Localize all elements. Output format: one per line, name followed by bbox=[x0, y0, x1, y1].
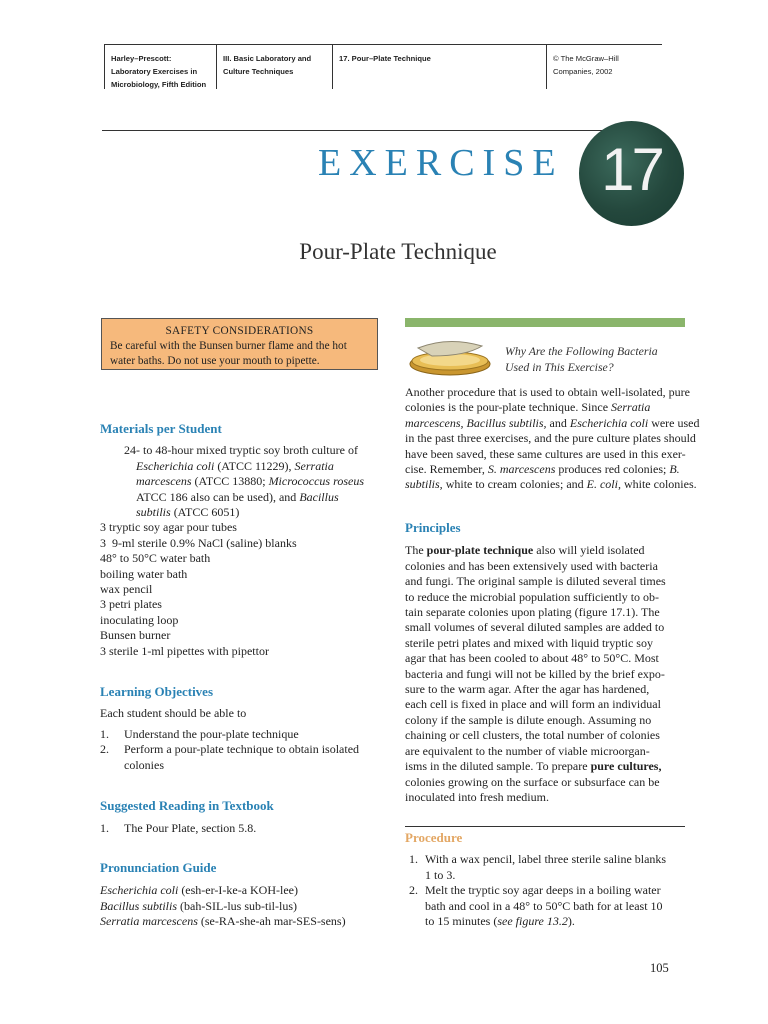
materials-item: boiling water bath bbox=[100, 566, 188, 581]
text-line: and fungi. The original sample is diluted several times bbox=[405, 574, 666, 589]
species-name: subtilis bbox=[136, 505, 171, 520]
text: colonies is the pour-plate technique. Since bbox=[405, 400, 612, 415]
text: ). bbox=[567, 914, 575, 929]
text-line: tain separate colonies upon plating (figure 17.1). The bbox=[405, 605, 660, 620]
text-line: Perform a pour-plate technique to obtain isolated bbox=[124, 742, 360, 757]
species-name: E. coli, bbox=[586, 477, 621, 492]
text-line: colony if the sample is dilute enough. Assuming no bbox=[405, 712, 652, 727]
list-number: 1. bbox=[409, 852, 418, 867]
pronunciation-item bbox=[100, 883, 390, 898]
text-line: colonies bbox=[124, 757, 164, 772]
exercise-label: EXERCISE bbox=[318, 142, 564, 184]
text: (ATCC 6051) bbox=[170, 505, 240, 520]
pronunciation-item bbox=[100, 899, 390, 914]
materials-section bbox=[100, 421, 390, 659]
header-book-title bbox=[104, 45, 216, 89]
text-line bbox=[405, 415, 700, 431]
header-text: 17. Pour–Plate Technique bbox=[339, 54, 431, 63]
text: (se-RA-she-ah mar-SES-sens) bbox=[197, 914, 346, 929]
text-line bbox=[405, 759, 685, 774]
text-line: are equivalent to the number of viable microorgan- bbox=[405, 743, 650, 758]
principles-section bbox=[405, 520, 685, 805]
text: The bbox=[405, 543, 427, 558]
materials-list bbox=[100, 520, 390, 659]
text-line bbox=[136, 490, 390, 505]
species-name: Escherichia coli bbox=[100, 883, 179, 898]
text-line: colonies growing on the surface or subsurface can be bbox=[405, 774, 660, 789]
materials-item: 3 9-ml sterile 0.9% NaCl (saline) blanks bbox=[100, 535, 297, 550]
text-line: Another procedure that is used to obtain well-isolated, pure bbox=[405, 385, 690, 399]
safety-box bbox=[101, 318, 378, 370]
pronunciation-section bbox=[100, 860, 390, 930]
text-line bbox=[136, 459, 390, 474]
header-chapter bbox=[332, 45, 546, 89]
text: ATCC 186 also can be used), and bbox=[136, 489, 300, 504]
objectives-intro: Each student should be able to bbox=[100, 706, 247, 721]
procedure-rule bbox=[405, 826, 685, 827]
page-number: 105 bbox=[650, 961, 669, 975]
text-line bbox=[136, 505, 390, 520]
header-copyright bbox=[546, 45, 662, 89]
header-text: Microbiology, Fifth Edition bbox=[111, 80, 207, 89]
procedure-step bbox=[405, 852, 685, 883]
text-line bbox=[405, 477, 697, 492]
objective-item bbox=[100, 742, 390, 773]
key-term: pure cultures, bbox=[590, 759, 662, 774]
text: and bbox=[546, 415, 570, 430]
header-text: © The McGraw–Hill bbox=[553, 54, 619, 63]
list-number: 2. bbox=[409, 883, 418, 898]
text-line: Melt the tryptic soy agar deeps in a boiling water bbox=[425, 883, 661, 898]
species-name: Escherichia coli bbox=[569, 415, 649, 430]
text-line bbox=[405, 462, 685, 477]
procedure-step bbox=[405, 883, 685, 929]
materials-heading: Materials per Student bbox=[100, 421, 222, 436]
reading-section bbox=[100, 798, 390, 837]
species-name: Serratia bbox=[294, 458, 334, 473]
safety-title: SAFETY CONSIDERATIONS bbox=[165, 325, 314, 337]
reading-heading: Suggested Reading in Textbook bbox=[100, 798, 274, 813]
species-name: subtilis, bbox=[405, 477, 443, 492]
text-line: With a wax pencil, label three sterile saline blanks bbox=[425, 852, 667, 867]
procedure-section bbox=[405, 830, 685, 929]
list-number: 1. bbox=[100, 821, 109, 836]
text-line: to reduce the microbial population sufficiently to ob- bbox=[405, 589, 660, 604]
principles-heading: Principles bbox=[405, 520, 461, 535]
text: white colonies. bbox=[620, 477, 697, 492]
text-line: agar that has been cooled to about 48° to 50°C. Most bbox=[405, 651, 659, 666]
text-line: chaining or cell clusters, the total number of colonies bbox=[405, 728, 660, 743]
header-text: Harley–Prescott: bbox=[111, 54, 172, 63]
page-title: Pour-Plate Technique bbox=[299, 239, 497, 264]
text-line bbox=[405, 400, 685, 415]
materials-item: Bunsen burner bbox=[100, 628, 171, 643]
materials-item: 3 tryptic soy agar pour tubes bbox=[100, 520, 237, 535]
materials-item: inoculating loop bbox=[100, 612, 179, 627]
list-number: 2. bbox=[100, 742, 109, 757]
materials-item: 3 sterile 1-ml pipettes with pipettor bbox=[100, 643, 269, 658]
safety-text: water baths. Do not use your mouth to pipette. bbox=[110, 355, 320, 367]
text-line: Why Are the Following Bacteria bbox=[505, 344, 658, 358]
text-line: small volumes of several diluted samples are added to bbox=[405, 620, 665, 635]
why-text bbox=[405, 385, 700, 493]
species-name: B. bbox=[669, 462, 680, 477]
materials-item-cont bbox=[100, 459, 390, 521]
materials-item: wax pencil bbox=[100, 582, 153, 597]
text-line: 24- to 48-hour mixed tryptic soy broth culture of bbox=[124, 443, 358, 458]
text-line: inoculated into fresh medium. bbox=[405, 789, 549, 804]
figure-reference: see figure 13.2 bbox=[497, 914, 568, 929]
objectives-heading: Learning Objectives bbox=[100, 684, 214, 699]
list-number: 1. bbox=[100, 726, 109, 741]
text: (ATCC 11229), bbox=[214, 458, 295, 473]
title-rule bbox=[102, 130, 622, 131]
header-section bbox=[216, 45, 332, 89]
text: (bah-SIL-lus sub-til-lus) bbox=[177, 898, 297, 913]
species-name: marcescens bbox=[136, 474, 192, 489]
text-line: Understand the pour-plate technique bbox=[124, 726, 299, 741]
text: to 15 minutes ( bbox=[425, 914, 498, 929]
exercise-number: 17 bbox=[601, 136, 662, 203]
text-line: in the past three exercises, and the pure culture plates should bbox=[405, 431, 696, 446]
text-line: colonies and has been extensively used with bacteria bbox=[405, 558, 658, 573]
header-text: Companies, 2002 bbox=[553, 67, 613, 76]
procedure-heading: Procedure bbox=[405, 830, 463, 845]
objectives-section bbox=[100, 684, 390, 773]
text: (ATCC 13880; bbox=[191, 474, 269, 489]
species-name: Bacillus subtilis bbox=[100, 898, 178, 913]
species-name: Serratia marcescens bbox=[100, 914, 198, 929]
why-section-bar bbox=[405, 318, 685, 327]
text-line: Used in This Exercise? bbox=[505, 360, 614, 374]
text-line: each cell is fixed in place and will form an individual bbox=[405, 697, 661, 712]
petri-dish-icon bbox=[404, 334, 494, 380]
text-line: bath and cool in a 48° to 50°C bath for at least 10 bbox=[425, 898, 663, 913]
species-name: Serratia bbox=[611, 400, 651, 415]
text: produces red colonies; bbox=[555, 462, 670, 477]
pronunciation-item bbox=[100, 914, 390, 929]
running-header bbox=[104, 44, 662, 95]
pronunciation-heading: Pronunciation Guide bbox=[100, 860, 217, 875]
objective-item bbox=[100, 727, 390, 742]
safety-text: Be careful with the Bunsen burner flame and the hot bbox=[110, 340, 347, 352]
text-line bbox=[136, 474, 390, 489]
text-line: The Pour Plate, section 5.8. bbox=[124, 821, 257, 836]
text: isms in the diluted sample. To prepare bbox=[405, 759, 591, 774]
text-line: sure to the warm agar. After the agar has hardened, bbox=[405, 682, 650, 697]
text-line: bacteria and fungi will not be killed by the brief expo- bbox=[405, 666, 665, 681]
why-heading bbox=[505, 343, 685, 375]
materials-item bbox=[100, 443, 390, 458]
species-name: Micrococcus roseus bbox=[268, 474, 364, 489]
text: were used bbox=[648, 415, 700, 430]
species-name: S. marcescens bbox=[487, 462, 556, 477]
text: cise. Remember, bbox=[405, 462, 488, 477]
reading-item bbox=[100, 821, 390, 836]
species-name: marcescens, Bacillus subtilis, bbox=[405, 415, 547, 430]
text: white to cream colonies; and bbox=[442, 477, 587, 492]
materials-item: 48° to 50°C water bath bbox=[100, 551, 211, 566]
header-text: III. Basic Laboratory and bbox=[223, 54, 312, 63]
species-name: Bacillus bbox=[299, 489, 339, 504]
header-text: Culture Techniques bbox=[223, 67, 294, 76]
materials-item: 3 petri plates bbox=[100, 597, 162, 612]
text-line bbox=[405, 543, 685, 558]
text-line: 1 to 3. bbox=[425, 867, 456, 882]
key-term: pour-plate technique bbox=[426, 543, 534, 558]
text-line: have been saved, these same cultures are used in this exer- bbox=[405, 446, 686, 461]
header-text: Laboratory Exercises in bbox=[111, 67, 198, 76]
text-line bbox=[425, 914, 685, 929]
species-name: Escherichia coli bbox=[136, 458, 215, 473]
text-line: sterile petri plates and mixed with liquid tryptic soy bbox=[405, 635, 653, 650]
text: also will yield isolated bbox=[533, 543, 645, 558]
text: (esh-er-I-ke-a KOH-lee) bbox=[178, 883, 298, 898]
